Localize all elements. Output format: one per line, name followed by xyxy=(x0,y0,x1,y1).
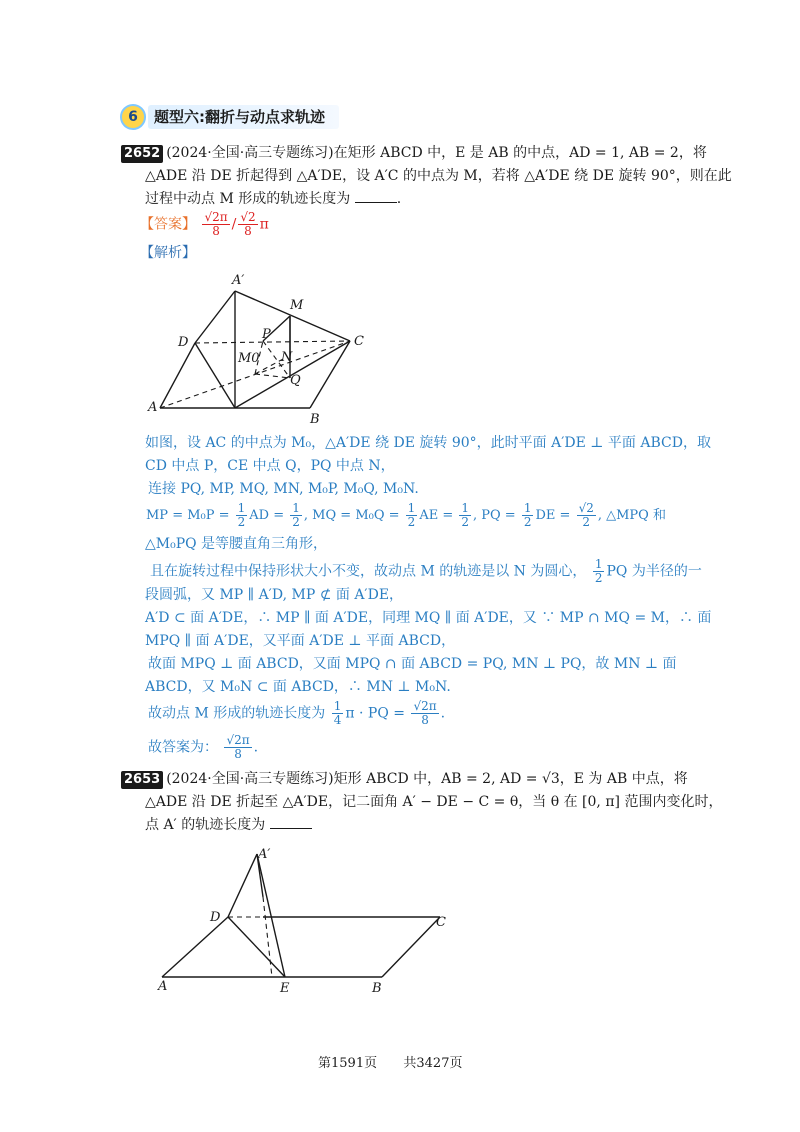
solution-text: . xyxy=(253,739,259,756)
solution-text: 故答案为： xyxy=(148,739,218,756)
answer-tag: 【答案】 xyxy=(140,216,196,233)
solution-text: 故动点 M 形成的轨迹长度为 xyxy=(148,705,326,722)
solution-line-7: 段圆弧，又 MP ∥ A′D, MP ⊄ 面 A′DE， xyxy=(145,587,404,603)
fraction-numerator: 1 xyxy=(292,501,300,515)
solution-text: DE = xyxy=(535,508,571,523)
solution-line-6 xyxy=(150,558,702,585)
solution-line-5: △M₀PQ 是等腰直角三角形， xyxy=(145,536,328,552)
fraction xyxy=(593,558,605,585)
fraction-numerator: √2π xyxy=(204,210,228,224)
solution-text: PQ 为半径的一 xyxy=(606,563,702,580)
label-B: B xyxy=(310,412,320,427)
question-2652-line2: △ADE 沿 DE 折起得到 △A′DE，设 A′C 的中点为 M，若将 △A′DE 绕 DE 旋转 90°，则在此 xyxy=(145,168,732,184)
fraction-denominator: 4 xyxy=(333,713,342,727)
answer-pi: π xyxy=(259,216,269,233)
answer-blank xyxy=(355,188,397,203)
label-C: C xyxy=(354,334,364,349)
page-footer xyxy=(318,1052,462,1071)
fraction xyxy=(290,502,302,529)
fraction-denominator: 8 xyxy=(421,713,429,727)
page-number: 第1591页 xyxy=(318,1056,378,1071)
solution-line-3: 连接 PQ, MP, MQ, MN, M₀P, M₀Q, M₀N. xyxy=(148,481,419,497)
fraction-denominator: 8 xyxy=(234,747,242,761)
solution-text: . xyxy=(440,705,446,722)
fraction-denominator: 2 xyxy=(582,515,591,529)
solution-line-11: ABCD，又 M₀N ⊂ 面 ABCD，∴ MN ⊥ M₀N. xyxy=(145,679,451,695)
fraction xyxy=(522,502,534,529)
fraction xyxy=(411,700,438,727)
fraction-denominator: 2 xyxy=(461,515,469,529)
solution-text: π · PQ = xyxy=(345,705,405,722)
solution-text: , MQ = M₀Q = xyxy=(303,508,400,523)
solution-line-8: A′D ⊂ 面 A′DE，∴ MP ∥ 面 A′DE，同理 MQ ∥ 面 A′DE，又 ∵ MP ∩ MQ = M，∴ 面 xyxy=(145,610,712,626)
fraction-numerator: 1 xyxy=(333,699,342,713)
label-A-prime: A′ xyxy=(232,273,245,288)
fraction-numerator: √2π xyxy=(226,733,250,747)
section-title: 题型六:翻折与动点求轨迹 xyxy=(148,105,339,129)
solution-text: , △MPQ 和 xyxy=(597,508,666,523)
fraction-denominator: 2 xyxy=(523,515,532,529)
fraction-numerator: 1 xyxy=(594,557,603,571)
fraction-denominator: 2 xyxy=(407,515,416,529)
fraction xyxy=(406,502,418,529)
solution-line-4 xyxy=(146,502,666,529)
solution-text: MP = M₀P = xyxy=(146,508,230,523)
solution-line-13 xyxy=(148,734,258,761)
section-number-badge: 6 xyxy=(120,104,146,130)
fraction-denominator: 2 xyxy=(237,515,246,529)
answer-fraction xyxy=(202,211,229,238)
fraction-denominator: 2 xyxy=(594,571,603,585)
solution-text: 且在旋转过程中保持形状大小不变，故动点 M 的轨迹是以 N 为圆心， xyxy=(150,563,587,580)
label-N: N xyxy=(281,350,293,365)
solution-text: , PQ = xyxy=(473,508,516,523)
fraction-numerator: 1 xyxy=(461,501,469,515)
label-A: A xyxy=(148,400,158,415)
question-number: 2653 xyxy=(121,771,163,789)
answer-fraction xyxy=(238,211,257,238)
page-total: 共3427页 xyxy=(403,1056,463,1071)
solution-line-10: 故面 MPQ ⊥ 面 ABCD，又面 MPQ ∩ 面 ABCD = PQ, MN ⊥ PQ，故 MN ⊥ 面 xyxy=(148,656,677,672)
fraction xyxy=(577,502,596,529)
answer-blank xyxy=(270,814,312,829)
fraction-numerator: 1 xyxy=(407,501,416,515)
solution-line-12 xyxy=(148,700,445,727)
question-text: 点 A′ 的轨迹长度为 xyxy=(145,817,266,833)
question-2652-line3 xyxy=(145,188,401,211)
label-D: D xyxy=(178,335,189,350)
question-2653-line1 xyxy=(121,768,688,791)
question-text: (2024·全国·高三专题练习)在矩形 ABCD 中，E 是 AB 的中点，AD = 1, AB = 2，将 xyxy=(166,145,707,161)
question-number: 2652 xyxy=(121,145,163,163)
fraction-numerator: √2 xyxy=(240,210,256,224)
solution-text: AD = xyxy=(249,508,285,523)
question-text: 过程中动点 M 形成的轨迹长度为 xyxy=(145,191,351,207)
label-C: C xyxy=(436,915,446,930)
answer-separator: / xyxy=(231,216,237,233)
fraction-numerator: 1 xyxy=(237,501,246,515)
label-E: E xyxy=(280,981,290,996)
fraction-denominator: 8 xyxy=(244,224,252,238)
figure-2653-fold-diagram xyxy=(150,842,470,1000)
fraction-numerator: √2π xyxy=(413,699,437,713)
label-A-prime: A′ xyxy=(258,847,271,862)
fraction xyxy=(332,700,344,727)
fraction-denominator: 8 xyxy=(212,224,220,238)
fraction-denominator: 2 xyxy=(292,515,300,529)
label-M0: M0 xyxy=(238,351,260,366)
question-2653-line3 xyxy=(145,814,312,837)
figure-2652-fold-diagram xyxy=(140,268,380,428)
fraction-numerator: √2 xyxy=(578,501,594,515)
label-D: D xyxy=(210,910,221,925)
analysis-tag xyxy=(140,242,196,265)
fraction xyxy=(236,502,248,529)
solution-line-1: 如图，设 AC 的中点为 M₀，△A′DE 绕 DE 旋转 90°，此时平面 A′DE ⊥ 平面 ABCD，取 xyxy=(145,435,711,451)
period: . xyxy=(396,191,402,207)
fraction xyxy=(224,734,251,761)
label-Q: Q xyxy=(290,373,301,388)
solution-line-9: MPQ ∥ 面 A′DE，又平面 A′DE ⊥ 平面 ABCD， xyxy=(145,633,456,649)
analysis-label: 【解析】 xyxy=(140,245,196,261)
question-2652-line1 xyxy=(121,142,707,165)
label-B: B xyxy=(372,981,382,996)
label-P: P xyxy=(262,327,271,342)
solution-line-2: CD 中点 P，CE 中点 Q，PQ 中点 N， xyxy=(145,458,395,474)
label-A: A xyxy=(158,979,168,994)
fraction-numerator: 1 xyxy=(523,501,532,515)
label-M: M xyxy=(290,298,304,313)
answer-line xyxy=(140,211,269,238)
fraction xyxy=(459,502,471,529)
solution-text: AE = xyxy=(419,508,454,523)
question-text: (2024·全国·高三专题练习)矩形 ABCD 中，AB = 2, AD = √3，E 为 AB 中点，将 xyxy=(166,771,688,787)
question-2653-line2: △ADE 沿 DE 折起至 △A′DE，记二面角 A′ − DE − C = θ，当 θ 在 [0, π] 范围内变化时， xyxy=(145,794,723,810)
